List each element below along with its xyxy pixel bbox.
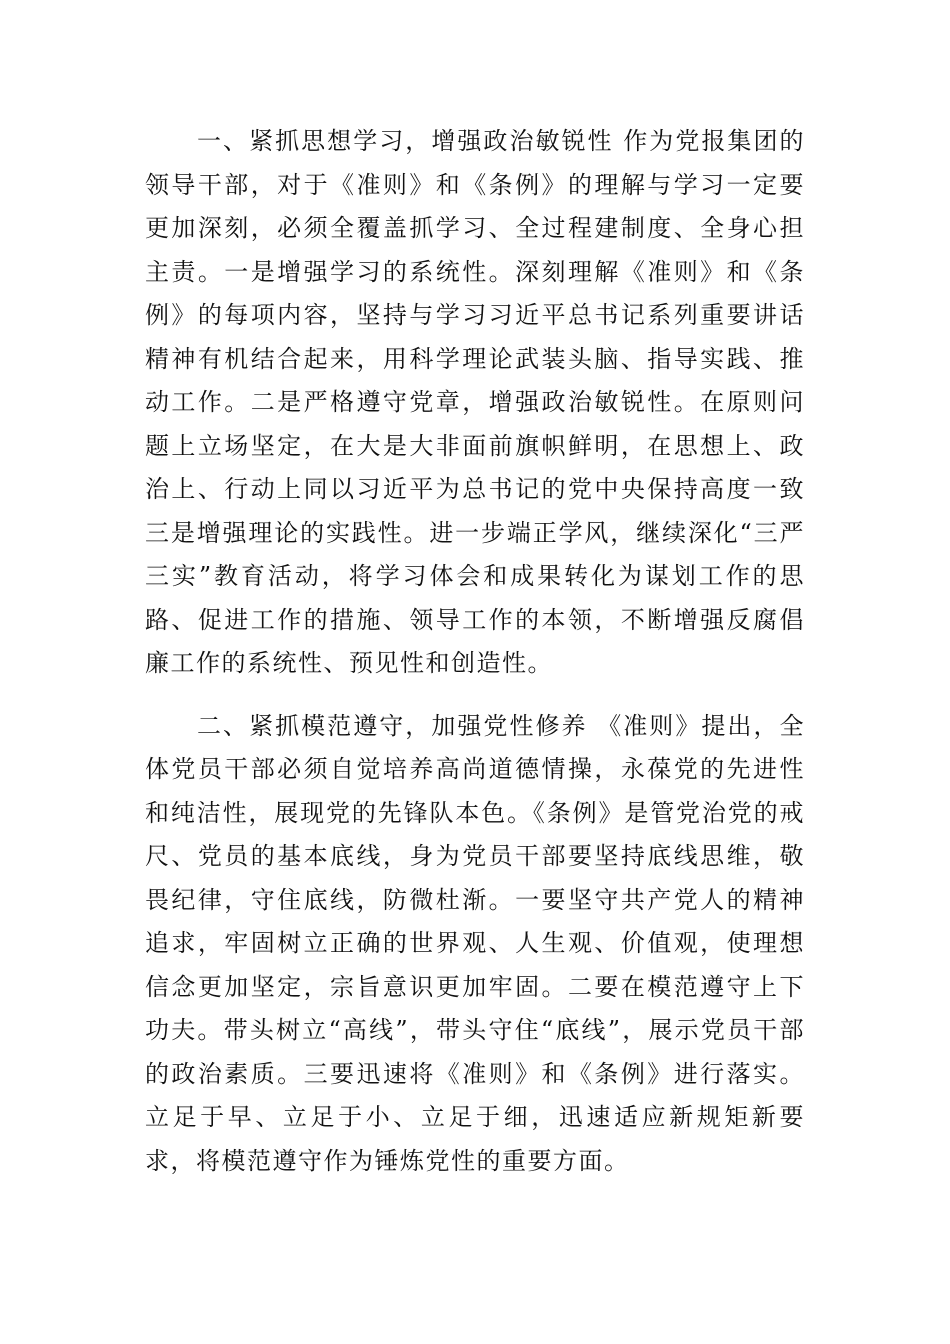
paragraph-1: 一、紧抓思想学习，增强政治敏锐性 作为党报集团的领导干部，对于《准则》和《条例》的理解与学习一定要更加深刻，必须全覆盖抓学习、全过程建制度、全身心担主责。一是增强学习的系统性。深刻理解《准则》和《条例》的每项内容，坚持与学习习近平总书记系列重要讲话精神有机结合起来，用科学理论武装头脑、指导实践、推动工作。二是严格遵守党章，增强政治敏锐性。在原则问题上立场坚定，在大是大非面前旗帜鲜明，在思想上、政治上、行动上同以习近平为总书记的党中央保持高度一致三是增强理论的实践性。进一步端正学风，继续深化“三严三实”教育活动，将学习体会和成果转化为谋划工作的思路、促进工作的措施、领导工作的本领，不断增强反腐倡廉工作的系统性、预见性和创造性。 — [145, 127, 805, 677]
paragraph-2: 二、紧抓模范遵守，加强党性修养 《准则》提出，全体党员干部必须自觉培养高尚道德情操，永葆党的先进性和纯洁性，展现党的先锋队本色。《条例》是管党治党的戒尺、党员的基本底线，身为党员干部要坚持底线思维，敬畏纪律，守住底线，防微杜渐。一要坚守共产党人的精神追求，牢固树立正确的世界观、人生观、价值观，使理想信念更加坚定，宗旨意识更加牢固。二要在模范遵守上下功夫。带头树立“高线”，带头守住“底线”，展示党员干部的政治素质。三要迅速将《准则》和《条例》进行落实。立足于早、立足于小、立足于细，迅速适应新规矩新要求，将模范遵守作为锤炼党性的重要方面。 — [145, 711, 805, 1175]
document-body — [145, 120, 805, 1183]
